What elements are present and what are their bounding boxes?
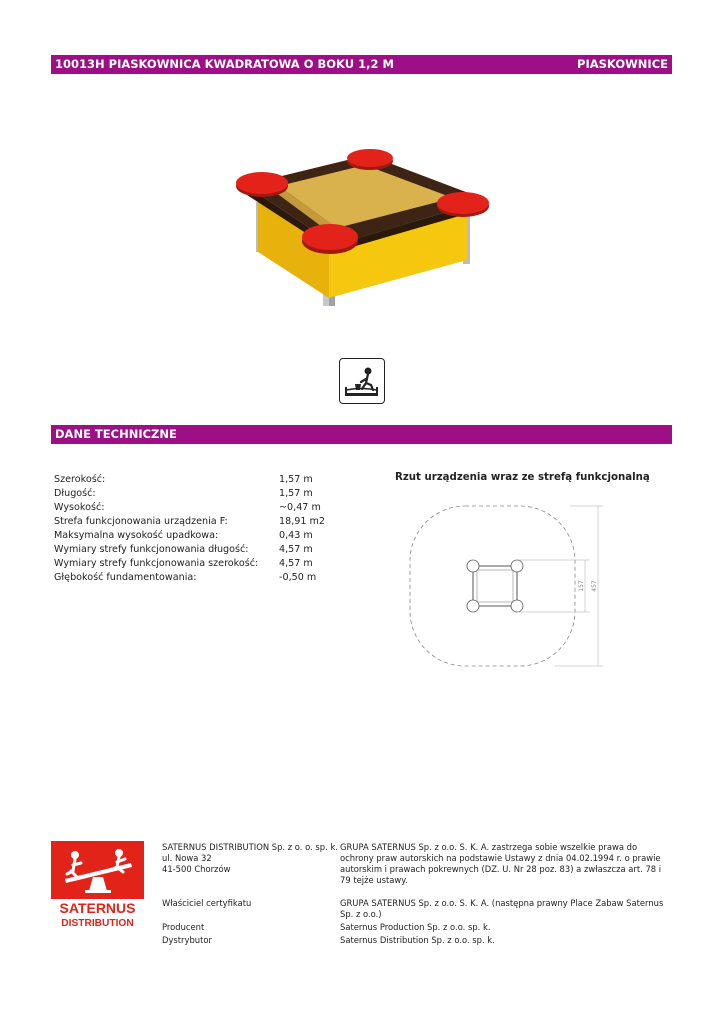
spec-row	[54, 543, 354, 557]
company-street: ul. Nowa 32	[162, 853, 212, 863]
footer-label: Właściciel certyfikatu	[162, 898, 252, 908]
spec-label: Długość:	[54, 488, 96, 499]
spec-label: Maksymalna wysokość upadkowa:	[54, 530, 219, 541]
logo-line1: SATERNUS	[59, 900, 136, 916]
seat-front	[302, 224, 358, 250]
category-label: PIASKOWNICE	[577, 57, 668, 71]
seat-mark	[467, 560, 479, 572]
company-name: SATERNUS DISTRIBUTION Sp. z o. o. sp. k.	[162, 842, 338, 852]
spec-label: Wymiary strefy funkcjonowania szerokość:	[54, 558, 259, 569]
seat-mark	[511, 560, 523, 572]
spec-value: 18,91 m2	[279, 516, 325, 527]
spec-row	[54, 571, 354, 585]
sandbox-pictogram-icon	[339, 358, 385, 404]
plan-title: Rzut urządzenia wraz ze strefą funkcjonalną	[395, 472, 650, 483]
spec-value: 0,43 m	[279, 530, 313, 541]
spec-label: Głębokość fundamentowania:	[54, 572, 197, 583]
spec-list	[54, 473, 354, 585]
title-bar	[51, 55, 672, 74]
saternus-logo	[51, 841, 144, 929]
dim-inner-label: 157	[578, 580, 585, 592]
spec-row	[54, 557, 354, 571]
logo-line2: DISTRIBUTION	[61, 918, 134, 929]
section-bar	[51, 425, 672, 444]
spec-value: 1,57 m	[279, 474, 313, 485]
spec-value: 1,57 m	[279, 488, 313, 499]
seat-mark	[511, 600, 523, 612]
spec-row	[54, 473, 354, 487]
copyright-text: GRUPA SATERNUS Sp. z o.o. S. K. A. zastrzega sobie wszelkie prawa do ochrony praw autorskich na podstawie Ustawy z dnia 04.02.1994 r. o prawie autorskim i prawach pokrewnych (DZ. U. Nr 28 poz. 83) a zwłaszcza art. 78 i 79 tejże ustawy.	[340, 842, 662, 885]
sandbox-image	[225, 140, 500, 315]
seat-mark	[467, 600, 479, 612]
product-title: 10013H PIASKOWNICA KWADRATOWA O BOKU 1,2 M	[55, 57, 394, 71]
spec-label: Szerokość:	[54, 474, 106, 485]
spec-value: ~0,47 m	[279, 502, 321, 513]
spec-value: 4,57 m	[279, 558, 313, 569]
spec-label: Wysokość:	[54, 502, 105, 513]
footer-value: Saternus Production Sp. z o.o. sp. k.	[340, 922, 491, 932]
spec-row	[54, 487, 354, 501]
plan-drawing	[405, 498, 610, 673]
spec-value: 4,57 m	[279, 544, 313, 555]
dim-outer-label: 457	[591, 580, 598, 592]
spec-value: -0,50 m	[279, 572, 317, 583]
footer-label: Dystrybutor	[162, 935, 212, 945]
seat-right	[437, 192, 489, 214]
spec-row	[54, 529, 354, 543]
spec-row	[54, 501, 354, 515]
seat-left	[236, 172, 288, 194]
company-city: 41-500 Chorzów	[162, 864, 231, 874]
footer-value: GRUPA SATERNUS Sp. z o.o. S. K. A. (następna prawny Place Zabaw Saternus Sp. z o.o.)	[340, 898, 664, 919]
footer-value: Saternus Distribution Sp. z o.o. sp. k.	[340, 935, 495, 945]
section-title: DANE TECHNICZNE	[55, 427, 177, 441]
function-zone	[410, 506, 575, 666]
footer-label: Producent	[162, 922, 205, 932]
spec-label: Wymiary strefy funkcjonowania długość:	[54, 544, 249, 555]
spec-label: Strefa funkcjonowania urządzenia F:	[54, 516, 228, 527]
seat-back	[347, 149, 393, 167]
company-address	[162, 842, 338, 875]
device-outline	[473, 566, 517, 606]
spec-row	[54, 515, 354, 529]
